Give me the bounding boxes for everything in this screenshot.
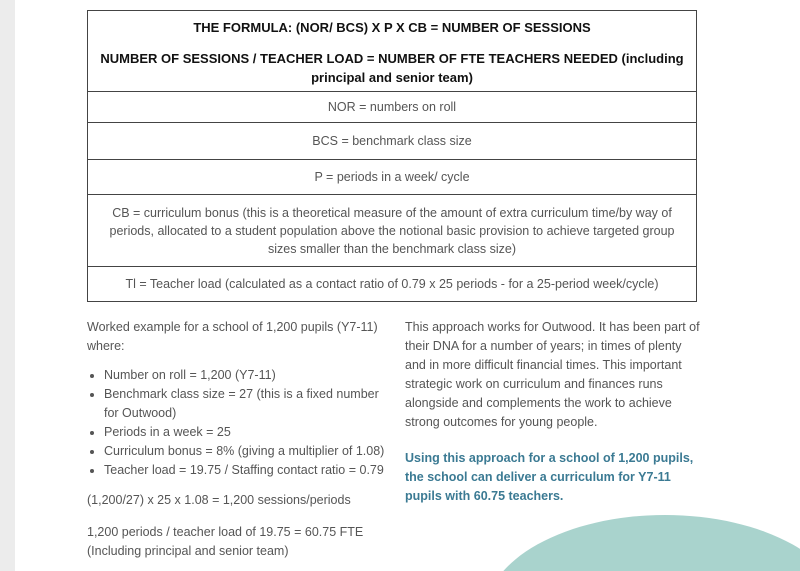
approach-column bbox=[405, 318, 705, 506]
approach-paragraph: This approach works for Outwood. It has been part of their DNA for a number of years; in times of plenty and in more difficult financial times. This important strategic work on curriculum and finances runs alongside and complements the work to achieve strong outcomes for young people. bbox=[405, 320, 700, 429]
formula-table bbox=[87, 10, 697, 302]
worked-example bbox=[87, 318, 387, 561]
approach-highlight: Using this approach for a school of 1,200 pupils, the school can deliver a curriculum for Y7-11 pupils with 60.75 teachers. bbox=[405, 451, 694, 503]
formula-heading: THE FORMULA: (NOR/ BCS) X P X CB = NUMBER OF SESSIONS bbox=[193, 20, 591, 35]
table-row-nor: NOR = numbers on roll bbox=[88, 91, 696, 122]
list-item: • Teacher load = 19.75 / Staffing contact ratio = 0.79 bbox=[104, 461, 387, 480]
table-row-bcs: BCS = benchmark class size bbox=[88, 122, 696, 159]
list-item: • Periods in a week = 25 bbox=[104, 423, 387, 442]
table-row-teacher-load: Tl = Teacher load (calculated as a contact ratio of 0.79 x 25 periods - for a 25-period week/cycle) bbox=[88, 266, 696, 301]
list-item: • Number on roll = 1,200 (Y7-11) bbox=[104, 366, 387, 385]
fte-heading: NUMBER OF SESSIONS / TEACHER LOAD = NUMBER OF FTE TEACHERS NEEDED (including principal and senior team) bbox=[100, 51, 684, 85]
calculation-sessions: (1,200/27) x 25 x 1.08 = 1,200 sessions/periods bbox=[87, 493, 351, 507]
calculation-fte: 1,200 periods / teacher load of 19.75 = 60.75 FTE (Including principal and senior team) bbox=[87, 525, 364, 558]
table-row-curriculum-bonus: CB = curriculum bonus (this is a theoretical measure of the amount of extra curriculum time/by way of periods, allocated to a student population above the notional basic provision to achieve targeted group sizes smaller than the benchmark class size) bbox=[88, 194, 696, 266]
document-page bbox=[15, 0, 800, 571]
worked-example-intro: Worked example for a school of 1,200 pupils (Y7-11) where: bbox=[87, 320, 378, 353]
decorative-teal-shape bbox=[485, 515, 800, 571]
worked-example-list bbox=[87, 366, 387, 480]
list-item: • Curriculum bonus = 8% (giving a multiplier of 1.08) bbox=[104, 442, 387, 461]
formula-table-header bbox=[88, 11, 696, 91]
table-row-periods: P = periods in a week/ cycle bbox=[88, 159, 696, 194]
list-item: • Benchmark class size = 27 (this is a fixed number for Outwood) bbox=[104, 385, 387, 423]
